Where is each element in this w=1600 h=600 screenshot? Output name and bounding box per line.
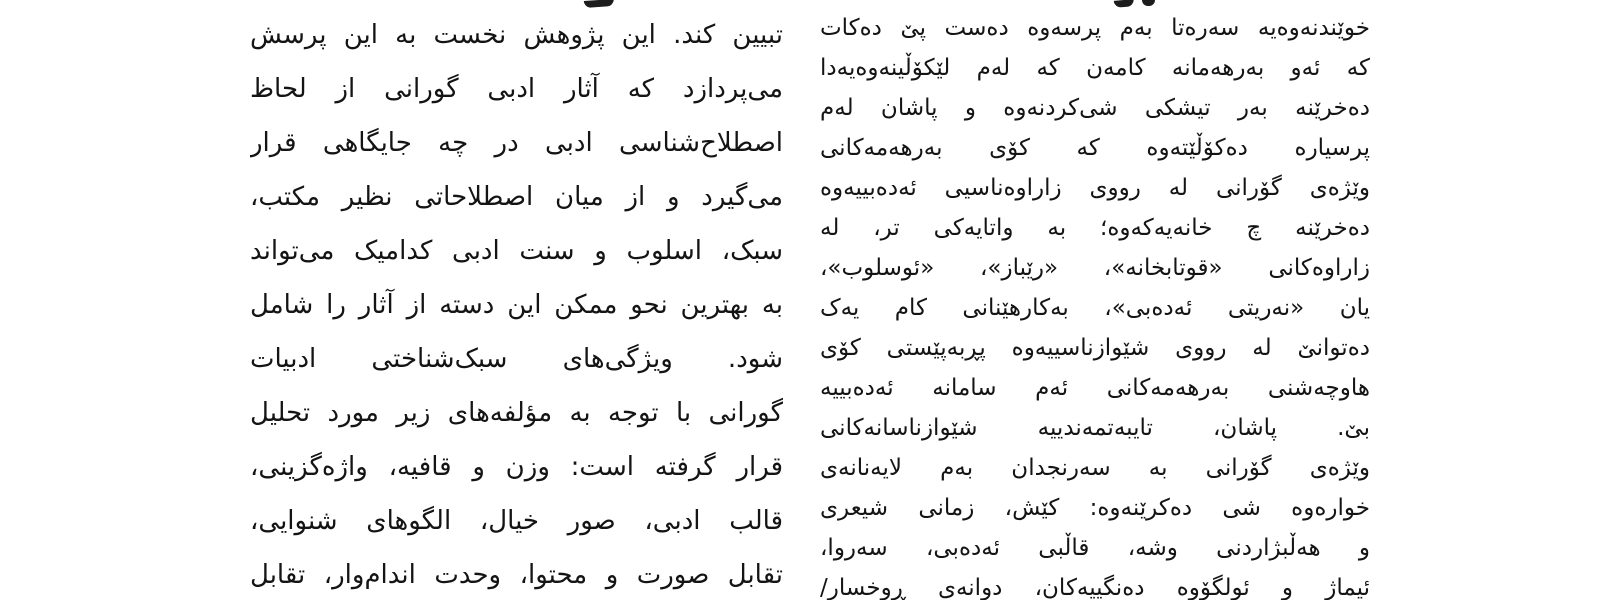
text-line: یان «نەریتی ئەدەبی»، بەکارهێنانی کام یەک bbox=[820, 295, 1370, 321]
text-line: دەخرێنە بەر تیشکی شی‌کردنەوە و پاشان لەم bbox=[820, 95, 1370, 121]
persian-column bbox=[250, 8, 783, 600]
text-line: تقابل صورت و محتوا، وحدت اندام‌وار، تقابل bbox=[250, 560, 783, 590]
text-line: سبک، اسلوب و سنت ادبی کدامیک می‌تواند bbox=[250, 236, 783, 266]
text-line: خوارەوە شی دەکرێنەوە: کێش، زمانی شیعری bbox=[820, 495, 1370, 521]
text-line: گورانی با توجه به مؤلفه‌های زیر مورد تحلیل bbox=[250, 398, 783, 428]
text-line: هاوچەشنی بەرهەمەکانی ئەم سامانە ئەدەبییە bbox=[820, 375, 1370, 401]
text-line: بێ. پاشان، تایبەتمەندییە شێوازناسانەکانی bbox=[820, 415, 1370, 441]
clipped-line-remnant bbox=[1114, 0, 1135, 8]
text-line: می‌پردازد که آثار ادبی گورانی از لحاظ bbox=[250, 74, 783, 104]
text-line: پرسیارە دەکۆڵێتەوە کە کۆی بەرهەمەکانی bbox=[820, 135, 1370, 161]
text-line: شود. ویژگی‌های سبک‌شناختی ادبیات bbox=[250, 344, 783, 374]
text-line: قرار گرفته است: وزن و قافیه، واژه‌گزینی، bbox=[250, 452, 783, 482]
text-line: ئیماژ و ئولگۆوە دەنگییەکان، دوانەی ڕوخسار/ bbox=[820, 575, 1370, 600]
text-line: کە ئەو بەرهەمانە کامەن کە لەم لێکۆڵینەوەیەدا bbox=[820, 55, 1370, 81]
kurdish-column bbox=[820, 8, 1370, 600]
text-line: تبیین کند. این پژوهش نخست به این پرسش bbox=[250, 20, 783, 50]
text-line: وێژەی گۆرانی بە سەرنجدان بەم لایەنانەی bbox=[820, 455, 1370, 481]
text-line: می‌گیرد و از میان اصطلاحاتی نظیر مکتب، bbox=[250, 182, 783, 212]
text-line: قالب ادبی، صور خیال، الگوهای شنوایی، bbox=[250, 506, 783, 536]
clipped-line-remnant bbox=[584, 0, 614, 8]
text-line: به بهترین نحو ممکن این دسته از آثار را شامل bbox=[250, 290, 783, 320]
text-line: دەخرێنە چ خانەیەکەوە؛ بە واتایەکی تر، لە bbox=[820, 215, 1370, 241]
text-line: خوێندنەوەیە سەرەتا بەم پرسەوە دەست پێ دەکات bbox=[820, 15, 1370, 41]
text-line: اصطلاح‌شناسی ادبی در چه جایگاهی قرار bbox=[250, 128, 783, 158]
text-line: دەتوانێ لە رووی شێوازناسییەوە پڕبەپێستی کۆی bbox=[820, 335, 1370, 361]
clipped-line-remnant bbox=[1142, 0, 1155, 6]
text-line: وێژەی گۆرانی لە رووی زاراوەناسیی ئەدەبییەوە bbox=[820, 175, 1370, 201]
text-line: و هەڵبژاردنی وشە، قاڵبی ئەدەبی، سەروا، bbox=[820, 535, 1370, 561]
text-line: زاراوەکانی «قوتابخانە»، «رێباز»، «ئوسلوب»، bbox=[820, 255, 1370, 281]
